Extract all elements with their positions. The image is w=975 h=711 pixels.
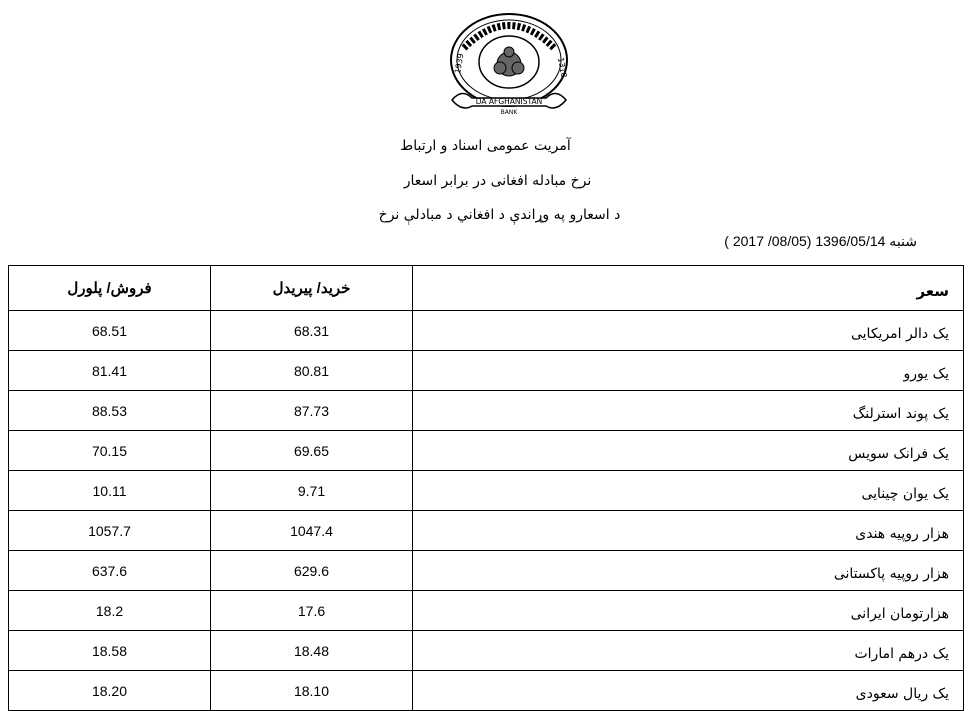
- table-row: [9, 311, 964, 351]
- sell-cell: 70.15: [9, 431, 211, 471]
- sell-cell: 1057.7: [9, 511, 211, 551]
- sell-cell: 88.53: [9, 391, 211, 431]
- table-row: [9, 471, 964, 511]
- col-header-buy: خرید/ پیریدل: [211, 266, 413, 311]
- currency-cell: یک یورو: [413, 351, 964, 391]
- table-row: [9, 391, 964, 431]
- buy-cell: 1047.4: [211, 511, 413, 551]
- sell-cell: 18.20: [9, 671, 211, 711]
- table-row: [9, 671, 964, 711]
- svg-text:1939: 1939: [453, 52, 466, 75]
- currency-cell: یک فرانک سویس: [413, 431, 964, 471]
- sell-cell: 10.11: [9, 471, 211, 511]
- col-header-sell: فروش/ پلورل: [9, 266, 211, 311]
- sell-cell: 18.2: [9, 591, 211, 631]
- buy-cell: 69.65: [211, 431, 413, 471]
- currency-cell: هزار روپیه پاکستانی: [413, 551, 964, 591]
- currency-cell: یک ریال سعودی: [413, 671, 964, 711]
- currency-cell: یک دالر امریکایی: [413, 311, 964, 351]
- currency-cell: یک یوان چینایی: [413, 471, 964, 511]
- date-gregorian: ( 2017 /08/05): [724, 233, 812, 249]
- sell-cell: 81.41: [9, 351, 211, 391]
- header-title-1: آمریت عمومی اسناد و ارتباط: [400, 138, 571, 154]
- header-title-3: د اسعارو په وړاندې د افغاني د مبادلې نرخ: [378, 207, 621, 223]
- currency-cell: هزار روپیه هندی: [413, 511, 964, 551]
- svg-text:DA AFGHANISTAN: DA AFGHANISTAN: [475, 97, 543, 106]
- currency-cell: یک درهم امارات: [413, 631, 964, 671]
- buy-cell: 87.73: [211, 391, 413, 431]
- buy-cell: 629.6: [211, 551, 413, 591]
- bank-logo-seal: [442, 8, 576, 118]
- date-line: [724, 233, 917, 250]
- sell-cell: 637.6: [9, 551, 211, 591]
- buy-cell: 18.48: [211, 631, 413, 671]
- buy-cell: 9.71: [211, 471, 413, 511]
- table-row: [9, 631, 964, 671]
- table-row: [9, 511, 964, 551]
- currency-cell: یک پوند استرلنگ: [413, 391, 964, 431]
- buy-cell: 17.6: [211, 591, 413, 631]
- buy-cell: 80.81: [211, 351, 413, 391]
- svg-text:1318: 1318: [556, 56, 569, 79]
- table-header-row: [9, 266, 964, 311]
- buy-cell: 68.31: [211, 311, 413, 351]
- svg-text:BANK: BANK: [500, 109, 518, 116]
- table-row: [9, 351, 964, 391]
- sell-cell: 18.58: [9, 631, 211, 671]
- date-label: شنبه 1396/05/14: [815, 233, 917, 249]
- table-row: [9, 591, 964, 631]
- header-title-2: نرخ مبادله افغانی در برابر اسعار: [403, 173, 592, 189]
- exchange-rate-table: [8, 265, 964, 711]
- currency-cell: هزارتومان ایرانی: [413, 591, 964, 631]
- buy-cell: 18.10: [211, 671, 413, 711]
- col-header-currency: سعر: [413, 266, 964, 311]
- table-row: [9, 431, 964, 471]
- sell-cell: 68.51: [9, 311, 211, 351]
- table-row: [9, 551, 964, 591]
